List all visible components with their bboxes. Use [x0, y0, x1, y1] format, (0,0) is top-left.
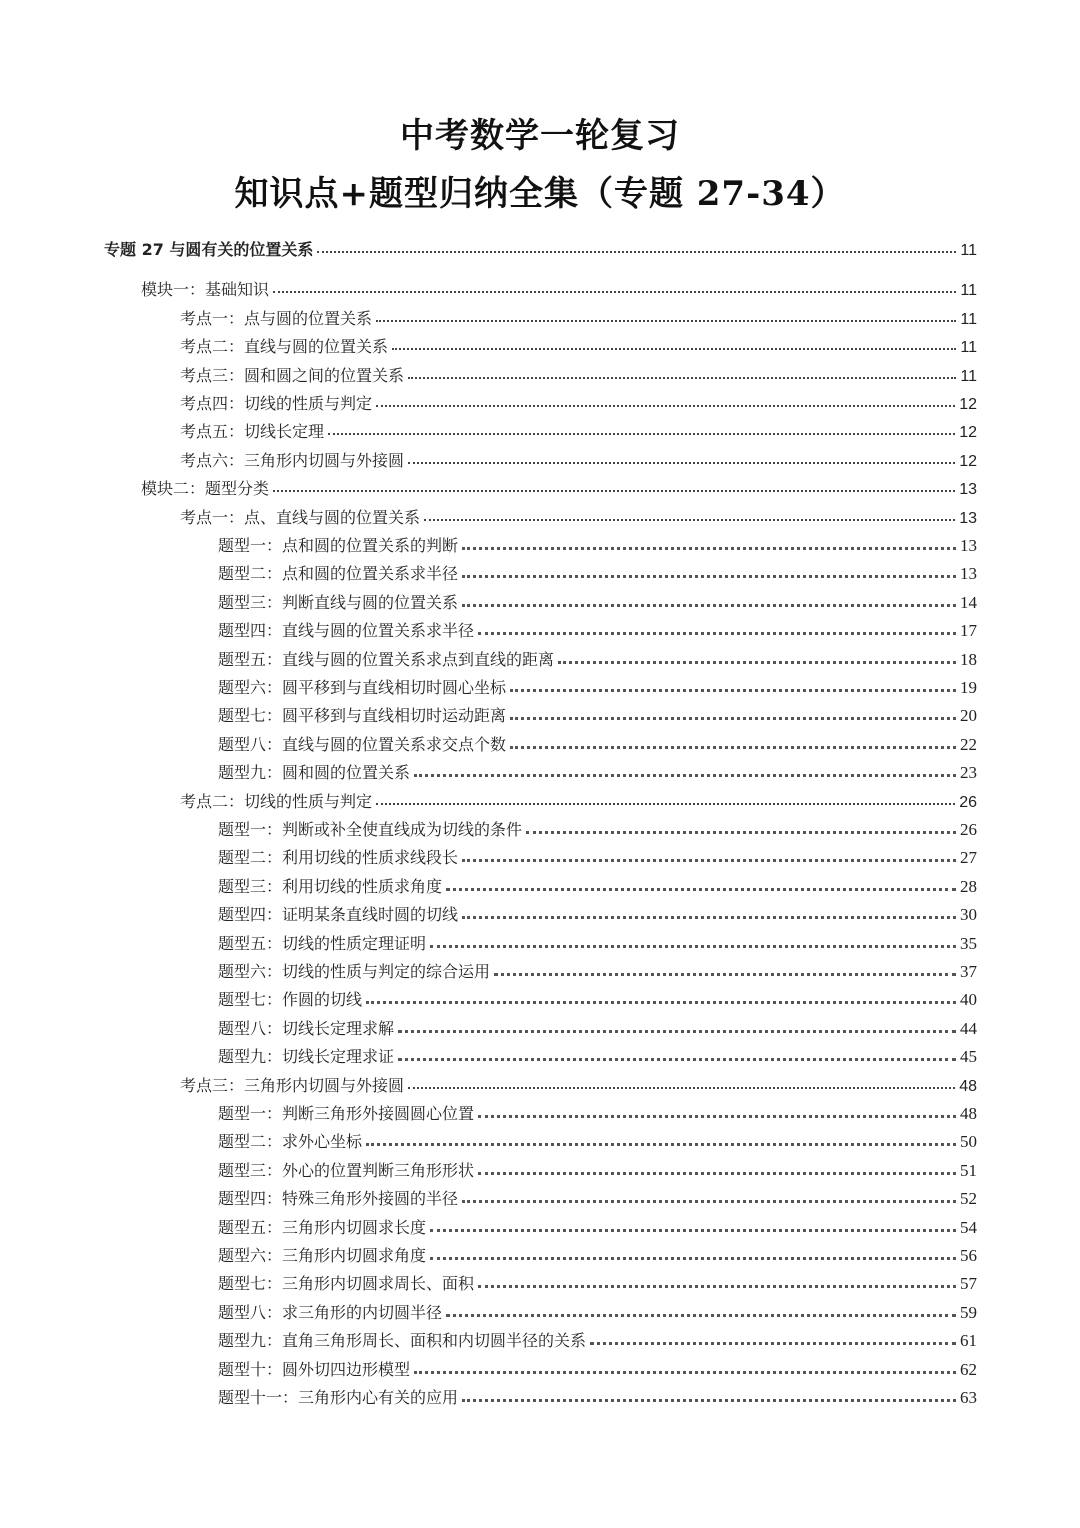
toc-entry[interactable]	[218, 897, 977, 925]
toc-entry-label: 题型五：三角形内切圆求长度	[218, 1217, 427, 1237]
dot-leader	[376, 803, 955, 805]
toc-entry[interactable]	[218, 528, 977, 556]
toc-entry-page-number: 18	[960, 649, 977, 669]
document-title-line2: 知识点+题型归纳全集（专题 27-34）	[234, 174, 846, 214]
dot-leader	[366, 1001, 956, 1004]
toc-entry-label: 考点三：圆和圆之间的位置关系	[180, 365, 405, 385]
toc-entry[interactable]	[180, 386, 977, 414]
toc-entry[interactable]	[218, 840, 977, 868]
toc-entry-page-number: 27	[960, 848, 977, 868]
toc-entry[interactable]	[141, 272, 977, 300]
dot-leader	[478, 1285, 956, 1288]
toc-entry-page-number: 22	[960, 734, 977, 754]
toc-entry[interactable]	[218, 1323, 977, 1351]
toc-entry-page-number: 19	[960, 678, 977, 697]
toc-entry[interactable]	[218, 1096, 977, 1124]
toc-entry-label: 考点一：点与圆的位置关系	[180, 308, 373, 328]
toc-entry[interactable]	[218, 1238, 977, 1266]
dot-leader	[478, 632, 956, 635]
toc-entry-page-number: 45	[960, 1047, 977, 1067]
dot-leader	[430, 1229, 956, 1232]
toc-entry[interactable]	[180, 443, 977, 471]
dot-leader	[398, 1058, 956, 1061]
dot-leader	[462, 916, 956, 919]
toc-entry[interactable]	[218, 585, 977, 613]
toc-entry-label: 题型八：切线长定理求解	[218, 1018, 395, 1038]
toc-entry[interactable]	[180, 358, 977, 386]
toc-entry-label: 题型九：切线长定理求证	[218, 1047, 395, 1067]
dot-leader	[273, 291, 956, 293]
toc-entry-label: 题型十一：三角形内心有关的应用	[218, 1388, 459, 1407]
document-title-line1: 中考数学一轮复习	[400, 116, 680, 156]
toc-entry-page-number: 11	[960, 339, 977, 357]
toc-entry-page-number: 40	[960, 990, 977, 1010]
toc-entry-label: 题型七：作圆的切线	[218, 990, 363, 1010]
toc-entry-page-number: 59	[960, 1302, 977, 1322]
toc-entry-label: 题型二：点和圆的位置关系求半径	[218, 564, 459, 584]
toc-entry-page-number: 44	[960, 1018, 977, 1038]
toc-entry[interactable]	[180, 414, 977, 442]
toc-entry-label: 题型一：点和圆的位置关系的判断	[218, 536, 459, 555]
toc-entry-page-number: 63	[960, 1388, 977, 1407]
toc-entry-page-number: 62	[960, 1359, 977, 1379]
dot-leader	[462, 1399, 956, 1402]
toc-entry-page-number: 30	[960, 905, 977, 925]
toc-entry[interactable]	[180, 329, 977, 357]
dot-leader	[526, 831, 956, 834]
toc-entry-label: 考点六：三角形内切圆与外接圆	[180, 450, 405, 470]
toc-entry[interactable]	[218, 812, 977, 840]
toc-entry-label: 题型三：判断直线与圆的位置关系	[218, 592, 459, 612]
toc-entry-label: 题型六：三角形内切圆求角度	[218, 1246, 427, 1265]
toc-entry-page-number: 17	[960, 621, 977, 641]
toc-entry-page-number: 12	[959, 424, 977, 442]
dot-leader	[446, 888, 956, 891]
dot-leader	[408, 1087, 955, 1089]
dot-leader	[446, 1314, 956, 1317]
toc-entry-label: 题型六：圆平移到与直线相切时圆心坐标	[218, 678, 507, 697]
toc-entry-label: 题型三：利用切线的性质求角度	[218, 876, 443, 896]
toc-entry-page-number: 57	[960, 1274, 977, 1294]
toc-entry-page-number: 54	[960, 1217, 977, 1237]
toc-entry-page-number: 23	[960, 763, 977, 783]
dot-leader	[478, 1172, 956, 1175]
toc-entry-page-number: 13	[959, 509, 977, 527]
toc-entry[interactable]	[180, 784, 977, 812]
dot-leader	[430, 1257, 956, 1260]
toc-entry-label: 考点二：切线的性质与判定	[180, 791, 373, 811]
toc-entry-page-number: 26	[960, 820, 977, 839]
toc-entry[interactable]	[218, 1295, 977, 1323]
toc-entry[interactable]	[180, 500, 977, 528]
dot-leader	[376, 320, 956, 322]
toc-entry-label: 题型九：直角三角形周长、面积和内切圆半径的关系	[218, 1331, 587, 1351]
toc-entry-page-number: 35	[960, 933, 977, 953]
toc-entry[interactable]	[218, 698, 977, 726]
toc-entry-label: 题型八：求三角形的内切圆半径	[218, 1302, 443, 1322]
dot-leader	[462, 547, 956, 550]
toc-entry-label: 题型三：外心的位置判断三角形形状	[218, 1160, 475, 1180]
toc-entry[interactable]	[218, 1266, 977, 1294]
toc-entry[interactable]	[218, 670, 977, 698]
toc-entry[interactable]	[218, 926, 977, 954]
toc-entry-label: 题型一：判断三角形外接圆圆心位置	[218, 1104, 475, 1123]
toc-entry[interactable]	[218, 1181, 977, 1209]
toc-entry-label: 考点二：直线与圆的位置关系	[180, 337, 389, 357]
toc-entry-page-number: 51	[960, 1160, 977, 1180]
toc-entry[interactable]	[218, 1124, 977, 1152]
dot-leader	[590, 1342, 956, 1345]
dot-leader	[424, 519, 955, 521]
toc-entry-page-number: 13	[960, 564, 977, 584]
dot-leader	[414, 1371, 956, 1374]
dot-leader	[558, 661, 956, 664]
toc-entry-label: 题型八：直线与圆的位置关系求交点个数	[218, 734, 507, 754]
toc-entry-label: 题型四：证明某条直线时圆的切线	[218, 905, 459, 925]
toc-entry-label: 模块二：题型分类	[141, 479, 270, 499]
toc-entry-label: 模块一：基础知识	[141, 280, 270, 300]
toc-entry-label: 题型二：求外心坐标	[218, 1132, 363, 1152]
toc-entry[interactable]	[180, 301, 977, 329]
toc-entry[interactable]	[218, 1011, 977, 1039]
toc-entry-label: 题型十：圆外切四边形模型	[218, 1359, 411, 1379]
dot-leader	[510, 689, 956, 692]
toc-entry-page-number: 56	[960, 1246, 977, 1265]
toc-entry[interactable]	[218, 869, 977, 897]
toc-entry-page-number: 12	[959, 396, 977, 413]
toc-entry-label: 题型四：直线与圆的位置关系求半径	[218, 621, 475, 641]
dot-leader	[273, 490, 955, 492]
toc-entry-label: 考点三：三角形内切圆与外接圆	[180, 1075, 405, 1095]
dot-leader	[462, 604, 956, 607]
toc-entry[interactable]	[180, 1068, 977, 1096]
toc-entry[interactable]	[141, 471, 977, 499]
toc-entry-label: 专题 27 与圆有关的位置关系	[104, 240, 314, 259]
toc-entry-page-number: 13	[960, 536, 977, 555]
toc-entry-label: 考点四：切线的性质与判定	[180, 394, 373, 413]
toc-entry-page-number: 11	[960, 282, 977, 300]
dot-leader	[408, 377, 956, 379]
toc-entry-page-number: 14	[960, 592, 977, 612]
toc-entry-page-number: 61	[960, 1331, 977, 1351]
toc-entry-page-number: 11	[960, 367, 977, 385]
dot-leader	[317, 251, 956, 253]
toc-entry[interactable]	[218, 1380, 977, 1408]
toc-entry-page-number: 50	[960, 1132, 977, 1152]
toc-entry-label: 题型四：特殊三角形外接圆的半径	[218, 1189, 459, 1209]
toc-entry-label: 题型七：三角形内切圆求周长、面积	[218, 1274, 475, 1294]
dot-leader	[462, 575, 956, 578]
toc-entry-label: 题型六：切线的性质与判定的综合运用	[218, 962, 491, 981]
toc-entry[interactable]	[218, 727, 977, 755]
dot-leader	[366, 1143, 956, 1146]
toc-entry-page-number: 11	[960, 242, 977, 259]
dot-leader	[328, 433, 955, 435]
toc-entry-page-number: 48	[959, 1077, 977, 1095]
toc-entry-label: 题型七：圆平移到与直线相切时运动距离	[218, 706, 507, 726]
toc-entry-label: 题型五：直线与圆的位置关系求点到直线的距离	[218, 649, 555, 669]
toc-entry[interactable]	[104, 232, 977, 260]
toc-entry-label: 题型五：切线的性质定理证明	[218, 933, 427, 953]
toc-entry-label: 题型二：利用切线的性质求线段长	[218, 848, 459, 868]
toc-entry[interactable]	[218, 613, 977, 641]
toc-entry-page-number: 11	[960, 310, 977, 328]
toc-entry-label: 考点一：点、直线与圆的位置关系	[180, 507, 421, 527]
dot-leader	[462, 1200, 956, 1203]
toc-entry[interactable]	[218, 1352, 977, 1380]
toc-entry-page-number: 52	[960, 1189, 977, 1209]
toc-entry[interactable]	[218, 556, 977, 584]
toc-entry[interactable]	[218, 642, 977, 670]
dot-leader	[430, 945, 956, 948]
toc-entry-page-number: 12	[959, 452, 977, 470]
dot-leader	[414, 774, 956, 777]
toc-entry-page-number: 26	[959, 793, 977, 811]
toc-entry-page-number: 20	[960, 706, 977, 726]
toc-entry-page-number: 37	[960, 962, 977, 981]
toc-entry[interactable]	[218, 755, 977, 783]
dot-leader	[510, 746, 956, 749]
toc-entry[interactable]	[218, 982, 977, 1010]
toc-entry[interactable]	[218, 1210, 977, 1238]
toc-entry[interactable]	[218, 954, 977, 982]
dot-leader	[462, 859, 956, 862]
dot-leader	[398, 1030, 956, 1033]
toc-entry-label: 题型九：圆和圆的位置关系	[218, 763, 411, 783]
dot-leader	[510, 717, 956, 720]
toc-entry-label: 考点五：切线长定理	[180, 422, 325, 442]
toc-entry-page-number: 13	[959, 481, 977, 499]
toc-entry-page-number: 48	[960, 1104, 977, 1123]
dot-leader	[392, 348, 956, 350]
dot-leader	[494, 973, 956, 976]
toc-entry[interactable]	[218, 1039, 977, 1067]
toc-entry[interactable]	[218, 1153, 977, 1181]
dot-leader	[478, 1115, 956, 1118]
dot-leader	[408, 462, 955, 464]
toc-entry-label: 题型一：判断或补全使直线成为切线的条件	[218, 820, 523, 839]
toc-entry-page-number: 28	[960, 876, 977, 896]
dot-leader	[376, 405, 955, 407]
